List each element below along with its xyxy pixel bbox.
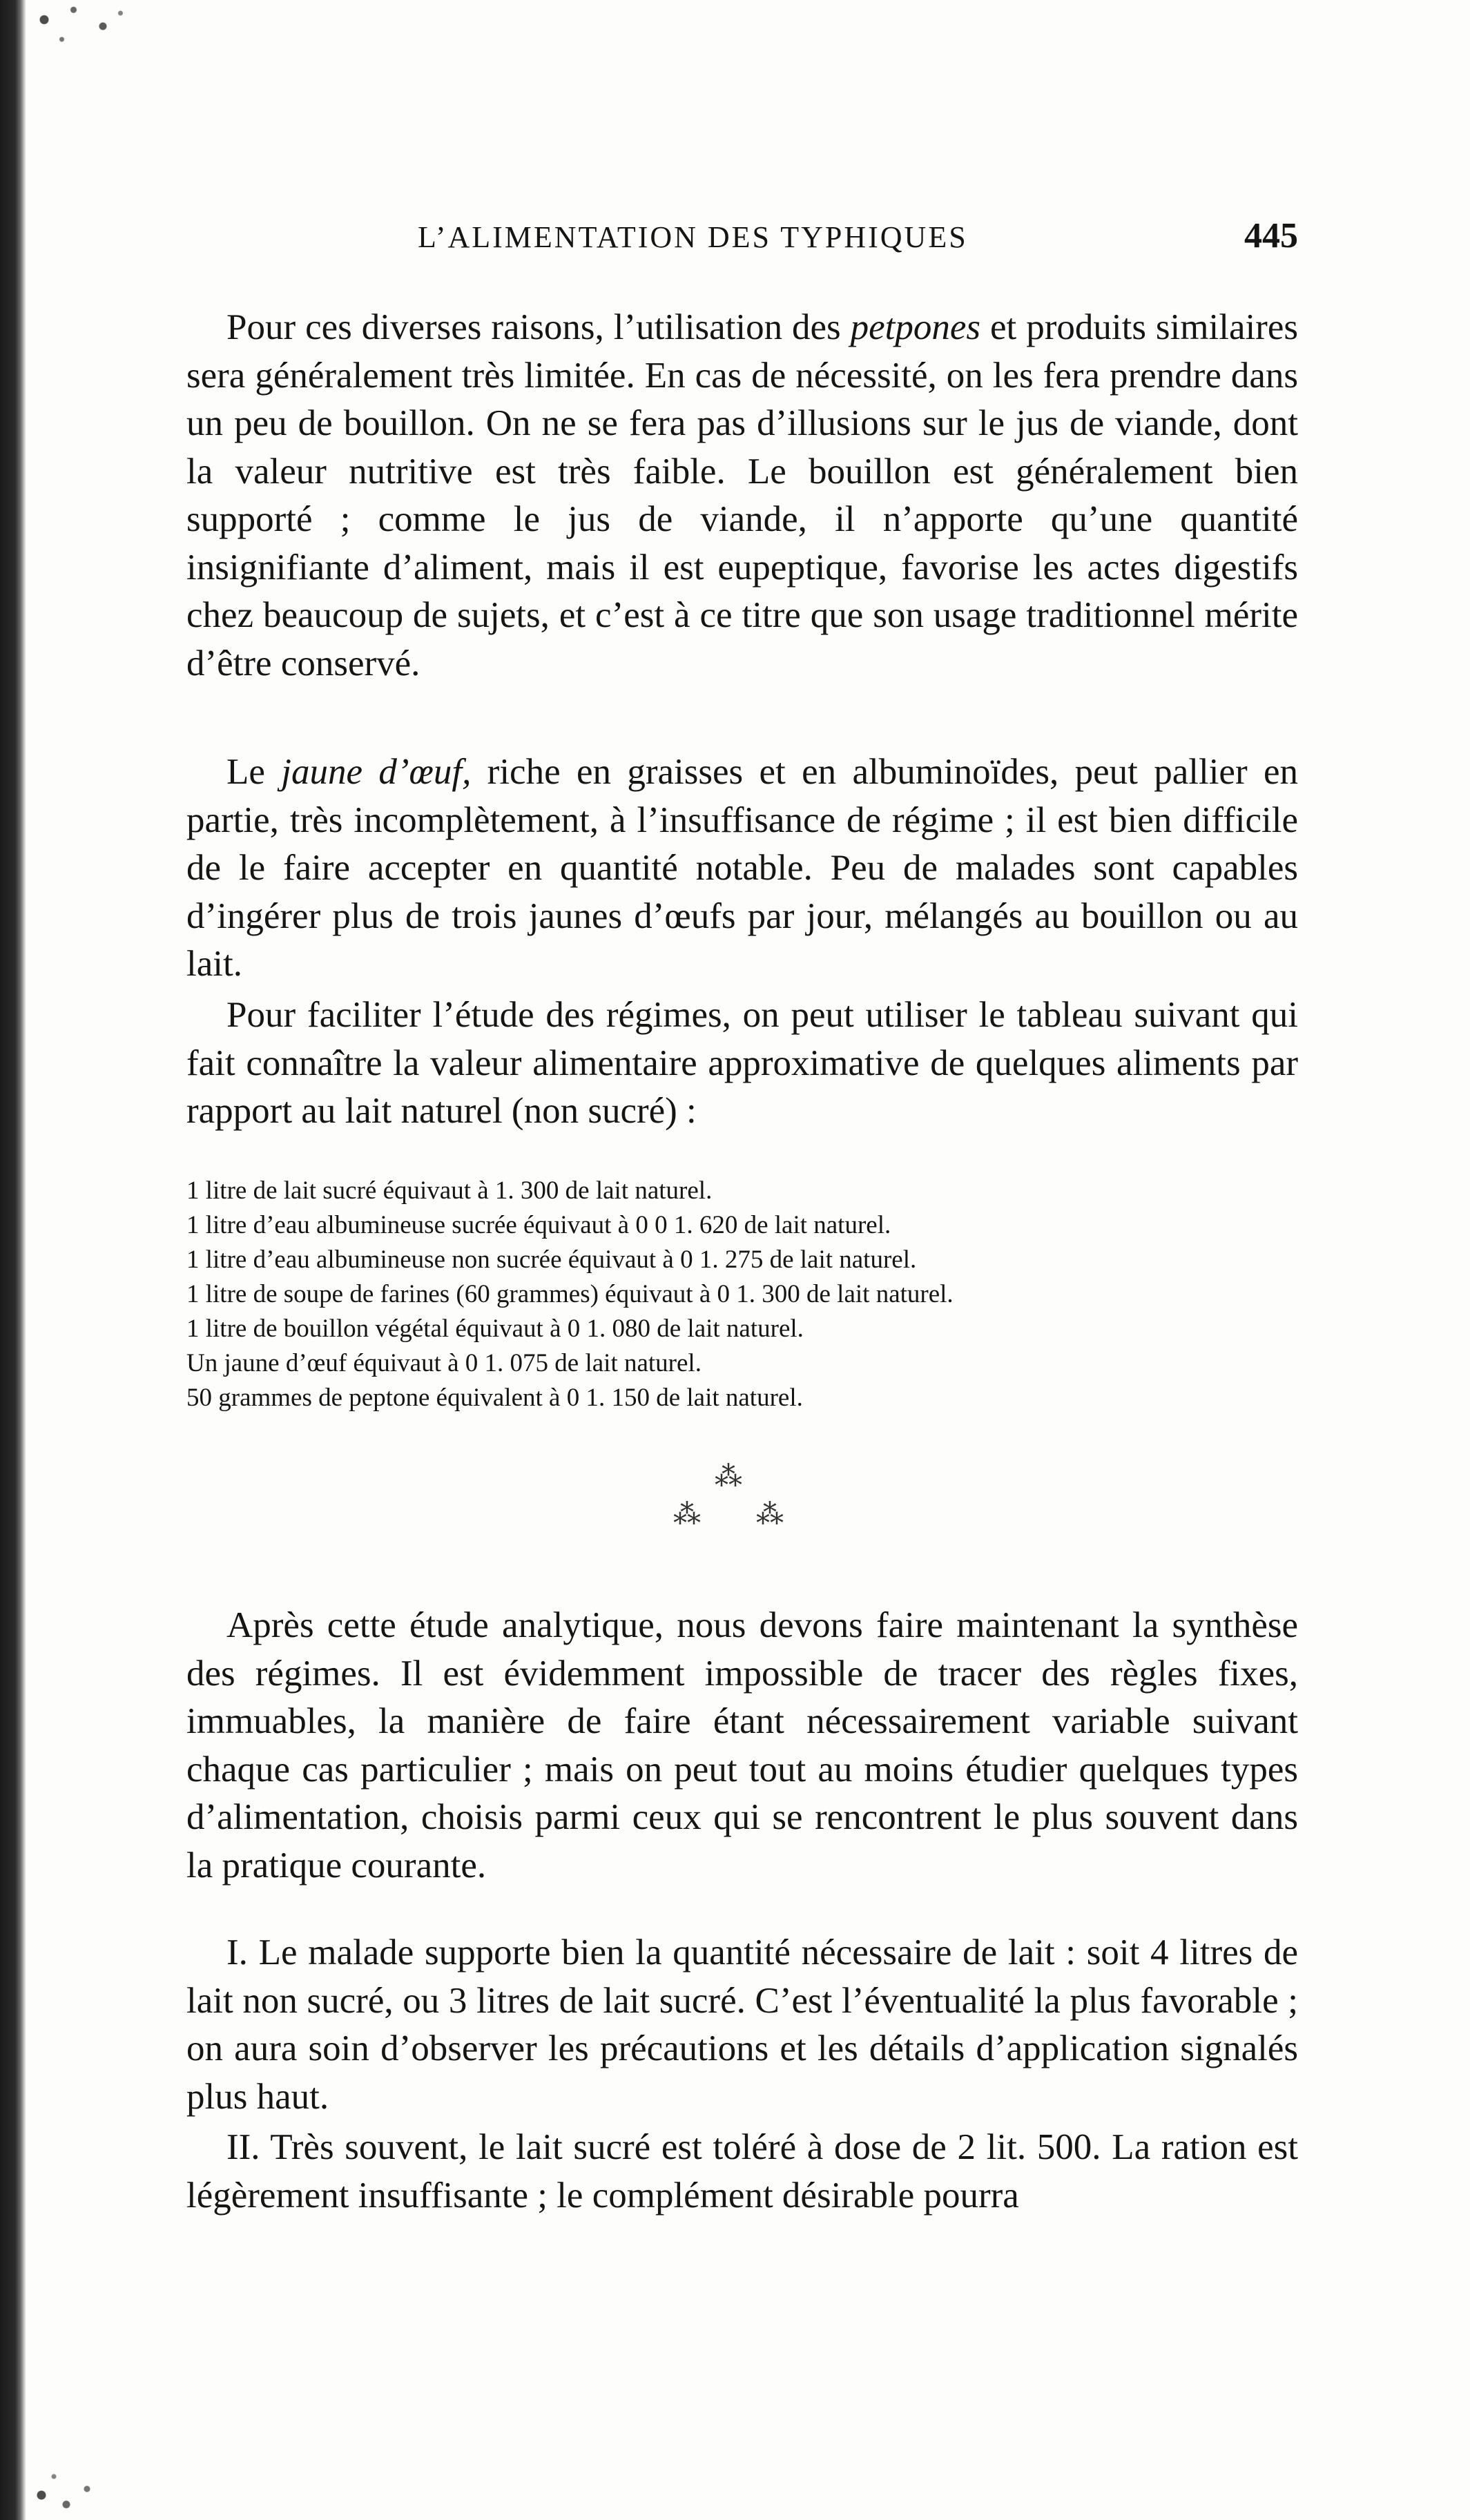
section-ornament xyxy=(659,1460,797,1550)
table-row: 1 litre de soupe de farines (60 grammes) équivaut à 0 1. 300 de lait naturel. xyxy=(186,1280,954,1308)
table-row: 50 grammes de peptone équivalent à 0 1. 150 de lait naturel. xyxy=(186,1384,803,1412)
paragraph-peptones xyxy=(186,304,1298,688)
table-row: 1 litre de lait sucré équivaut à 1. 300 de lait naturel. xyxy=(186,1176,713,1205)
paragraph-text-part: et produits similaires sera généralement très limitée. En cas de nécessité, on les fera prendre dans un peu de bouillon. On ne se fera pas d’illusions sur le jus de viande, dont la valeur nutritive est très faible. Le bouillon est généralement bien supporté ; comme le jus de viande, il n’apporte qu’une quantité insignifiante d’aliment, mais il est eupeptique, favorise les actes digestifs chez beaucoup de sujets, et c’est à ce titre que son usage traditionnel mérite d’être conservé. xyxy=(186,307,1298,684)
paragraph-synthesis xyxy=(186,1602,1298,1890)
paragraph-text xyxy=(186,748,1298,989)
page-number: 445 xyxy=(1244,216,1298,255)
ornament-glyph-left: ⁂ xyxy=(673,1499,701,1530)
equivalence-table xyxy=(186,1174,1298,1415)
emphasis-text: jaune d’œuf, xyxy=(281,752,472,792)
paragraph-table-intro xyxy=(186,991,1298,1136)
paragraph-text-part: riche en graisses et en albuminoïdes, peut pallier en partie, très incomplètement, à l’insuffisance de régime ; il est bien difficile de le faire accepter en quantité notable. Peu de malades sont capables d’ingérer plus de trois jaunes d’œufs par jour, mélangés au bouillon ou au lait. xyxy=(186,752,1298,984)
scan-speckle-top xyxy=(21,0,138,66)
page-header xyxy=(186,216,1298,261)
paragraph-case-two xyxy=(186,2124,1298,2220)
paragraph-text xyxy=(186,304,1298,688)
ornament-glyph-top: ⁂ xyxy=(715,1461,742,1492)
paragraph-case-one xyxy=(186,1929,1298,2121)
ornament-glyph-right: ⁂ xyxy=(756,1499,784,1530)
scan-speckle-bottom xyxy=(21,2458,104,2520)
paragraph-text-part: Le xyxy=(226,752,282,792)
paragraph-text-part: Pour ces diverses raisons, l’utilisation des xyxy=(226,307,851,347)
binding-edge xyxy=(0,0,26,2520)
paragraph-egg-yolk xyxy=(186,748,1298,989)
table-row: 1 litre d’eau albumineuse sucrée équivaut à 0 0 1. 620 de lait naturel. xyxy=(186,1211,891,1239)
table-row: Un jaune d’œuf équivaut à 0 1. 075 de lait naturel. xyxy=(186,1349,702,1377)
table-row: 1 litre d’eau albumineuse non sucrée équivaut à 0 1. 275 de lait naturel. xyxy=(186,1246,917,1274)
emphasis-text: petpones xyxy=(850,307,981,347)
paragraph-text: Pour faciliter l’étude des régimes, on peut utiliser le tableau suivant qui fait connaître la valeur alimentaire approximative de quelques aliments par rapport au lait naturel (non sucré) : xyxy=(186,995,1298,1131)
table-row: 1 litre de bouillon végétal équivaut à 0 1. 080 de lait naturel. xyxy=(186,1315,804,1343)
running-title: L’ALIMENTATION DES TYPHIQUES xyxy=(418,220,968,254)
paragraph-text: II. Très souvent, le lait sucré est toléré à dose de 2 lit. 500. La ration est légèrement insuffisante ; le complément désirable pourra xyxy=(186,2127,1298,2216)
paragraph-text: I. Le malade supporte bien la quantité nécessaire de lait : soit 4 litres de lait non sucré, ou 3 litres de lait sucré. C’est l’éventualité la plus favorable ; on aura soin d’observer les précautions et les détails d’application signalés plus haut. xyxy=(186,1932,1298,2117)
paragraph-text: Après cette étude analytique, nous devons faire maintenant la synthèse des régimes. Il est évidemment impossible de tracer des règles fixes, immuables, la manière de faire étant nécessairement variable suivant chaque cas particulier ; mais on peut tout au moins étudier quelques types d’alimentation, choisis parmi ceux qui se rencontrent le plus souvent dans la pratique courante. xyxy=(186,1605,1298,1886)
